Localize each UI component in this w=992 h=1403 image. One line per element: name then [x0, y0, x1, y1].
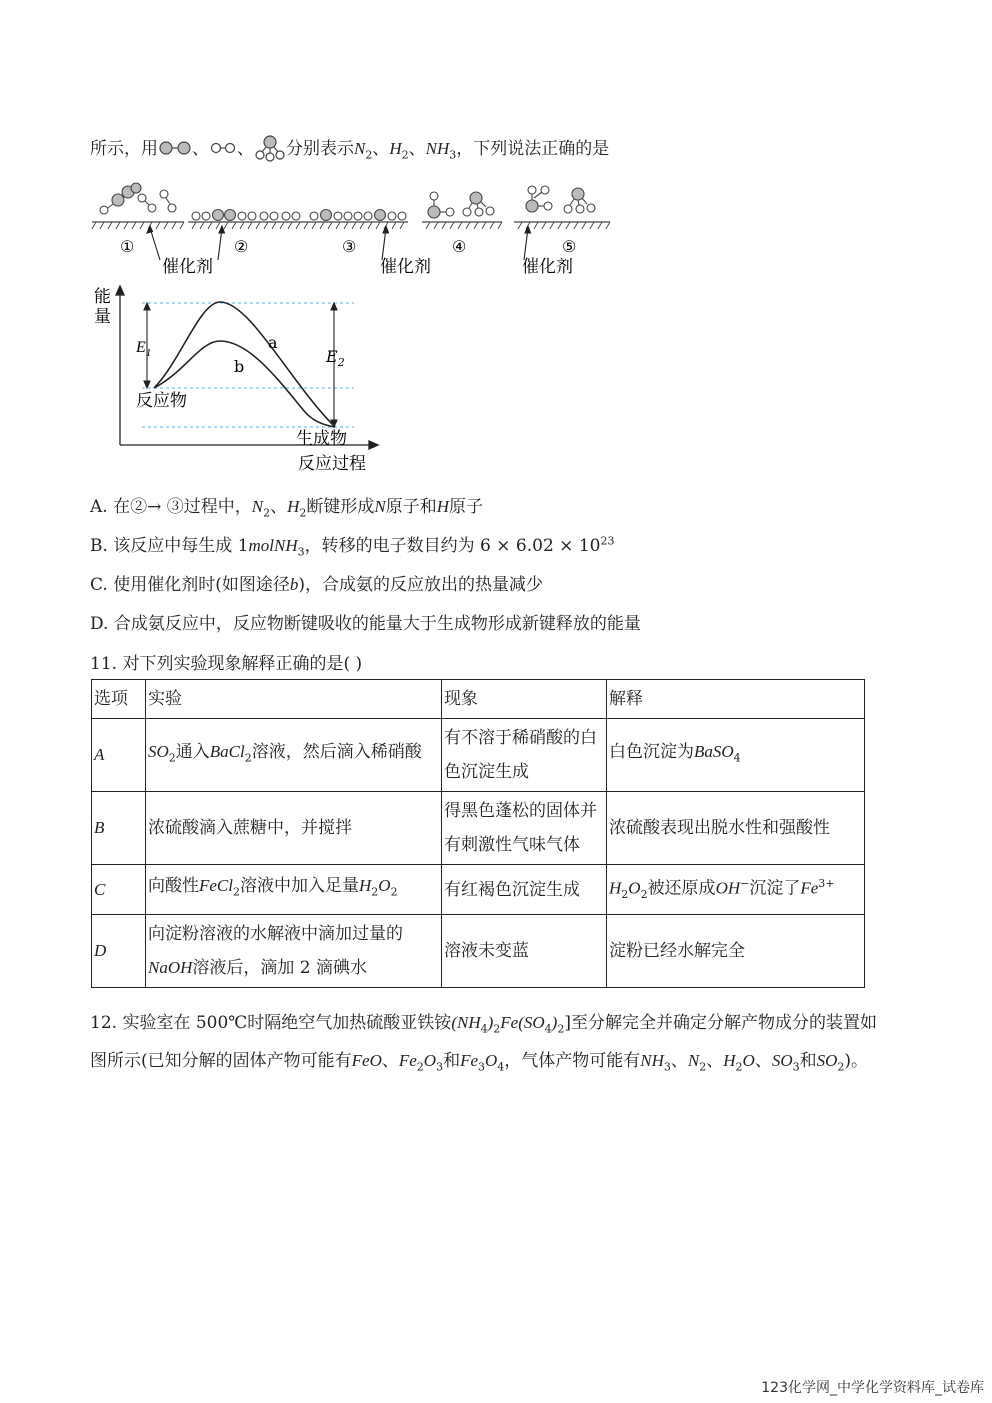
footer-watermark: 123化学网_中学化学资料库_试卷库 — [761, 1380, 984, 1396]
table-cell: C — [92, 865, 146, 915]
table-cell: 浓硫酸表现出脱水性和强酸性 — [607, 792, 865, 865]
formula: Fe — [398, 1051, 417, 1070]
step-label: ② — [234, 237, 249, 256]
table-cell — [146, 915, 442, 988]
formula: (NH — [451, 1013, 481, 1032]
superscript: − — [740, 877, 750, 890]
subscript: 2 — [416, 1060, 424, 1074]
table-cell: B — [92, 792, 146, 865]
option-text: 断键形成 — [306, 497, 375, 517]
step-label: ③ — [342, 237, 357, 256]
formula: H — [723, 1051, 736, 1070]
question-text: 和 — [799, 1051, 817, 1071]
cell-text: 白色沉淀为 — [609, 741, 694, 762]
subscript: 2 — [390, 885, 398, 899]
subscript: 2 — [621, 888, 629, 902]
formula: ) — [551, 1013, 558, 1032]
formula: Fe — [800, 878, 819, 898]
question-text: 12. 实验室在 500℃时隔绝空气加热硫酸亚铁铵 — [90, 1013, 452, 1033]
option-text: 原子 — [448, 497, 483, 517]
formula: H — [359, 876, 372, 896]
formula: N — [374, 497, 386, 516]
subscript: 2 — [337, 356, 345, 369]
subscript: 1 — [145, 347, 152, 359]
subscript: 3 — [478, 1060, 486, 1074]
formula: FeO — [351, 1051, 382, 1070]
intro-text: ，下列说法正确的是 — [456, 139, 610, 159]
option-text: A. 在②→ ③过程中， — [90, 497, 252, 517]
table-cell: 浓硫酸滴入蔗糖中，并搅拌 — [146, 792, 442, 865]
y-axis-label: 能 — [94, 287, 111, 307]
formula: O — [423, 1051, 437, 1070]
subscript: 3 — [792, 1060, 800, 1074]
subscript: 2 — [371, 885, 379, 899]
cell-text: 被还原成 — [647, 878, 716, 899]
subscript: 2 — [401, 148, 409, 162]
table-cell — [607, 865, 865, 915]
formula: ) — [487, 1013, 494, 1032]
question-text: )。 — [844, 1051, 869, 1071]
subscript: 2 — [263, 506, 271, 520]
separator: 、 — [237, 139, 254, 159]
formula: Fe — [460, 1051, 479, 1070]
step-label: ① — [120, 237, 135, 256]
question-11-table — [91, 679, 865, 988]
superscript: 23 — [600, 534, 615, 548]
reaction-mechanism-diagram — [88, 180, 628, 280]
curve-b — [154, 341, 335, 427]
separator: 、 — [381, 1051, 399, 1071]
table-header-cell: 实验 — [146, 680, 442, 719]
formula: molNH — [248, 536, 298, 555]
question-text: 图所示(已知分解的固体产物可能有 — [90, 1051, 352, 1071]
separator: 、 — [408, 139, 426, 159]
question-12-line-2 — [90, 1046, 868, 1073]
option-text: )，合成氨的反应放出的热量减少 — [298, 575, 543, 595]
question-text: ]至分解完全并确定分解产物成分的装置如 — [564, 1013, 877, 1033]
subscript: 2 — [168, 751, 176, 765]
formula: O — [485, 1051, 498, 1070]
cell-text: 色沉淀生成 — [444, 762, 529, 782]
n2-molecule-icon — [158, 140, 192, 156]
cell-text: 通入 — [175, 741, 210, 762]
cell-text: 溶液后，滴加 2 滴碘水 — [192, 958, 368, 979]
formula: SO — [148, 741, 169, 761]
table-cell: A — [92, 719, 146, 792]
intro-text: 所示，用 — [90, 139, 158, 159]
formula: SO — [816, 1051, 838, 1070]
cell-text: 溶液，然后滴入稀硝酸 — [251, 741, 422, 762]
products-label: 生成物 — [296, 429, 347, 449]
catalyst-label: 催化剂 — [162, 257, 213, 277]
formula: H — [287, 497, 300, 516]
subscript: 3 — [297, 545, 305, 559]
option-text: ，转移的电子数目约为 6 × 6.02 × 10 — [304, 536, 601, 556]
subscript: 4 — [733, 751, 741, 765]
separator: 、 — [372, 139, 390, 159]
separator: 、 — [670, 1051, 688, 1071]
cell-text: 有刺激性气味气体 — [444, 835, 580, 855]
formula: FeCl — [199, 876, 233, 896]
table-cell: 溶液未变蓝 — [442, 915, 607, 988]
table-cell — [146, 719, 442, 792]
cell-text: 得黑色蓬松的固体并 — [444, 801, 597, 821]
formula: O — [742, 1051, 755, 1070]
subscript: 2 — [365, 148, 373, 162]
cell-text: 有不溶于稀硝酸的白 — [444, 728, 597, 748]
subscript: 2 — [493, 1022, 501, 1036]
formula: NH — [425, 139, 450, 158]
subscript: 2 — [640, 888, 648, 902]
formula: N — [354, 139, 366, 158]
e2-label: E — [326, 347, 338, 366]
svg-text:E2 — [325, 347, 345, 369]
table-row — [92, 792, 865, 865]
table-cell: 淀粉已经水解完全 — [607, 915, 865, 988]
option-c — [90, 570, 543, 595]
subscript: 4 — [480, 1022, 488, 1036]
table-cell: 有红褐色沉淀生成 — [442, 865, 607, 915]
table-cell — [442, 792, 607, 865]
option-text: C. 使用催化剂时(如图途径 — [90, 575, 290, 595]
formula: OH — [715, 878, 741, 898]
subscript: 2 — [233, 885, 240, 899]
formula: N — [251, 497, 264, 516]
option-text: D. 合成氨反应中，反应物断键吸收的能量大于生成物形成新键释放的能量 — [90, 614, 641, 634]
curve-b-label: b — [234, 357, 245, 376]
subscript: 3 — [436, 1060, 444, 1074]
table-header-cell: 选项 — [92, 680, 146, 719]
table-cell — [442, 719, 607, 792]
separator: 、 — [754, 1051, 772, 1071]
formula: NH — [640, 1051, 664, 1070]
table-row — [92, 865, 865, 915]
svg-text:E1 — [135, 339, 151, 359]
subscript: 2 — [699, 1060, 707, 1074]
superscript: 3+ — [818, 877, 835, 890]
cell-text: 向酸性 — [148, 876, 199, 897]
formula: H — [609, 878, 622, 898]
option-d — [90, 609, 641, 634]
table-header-cell: 现象 — [442, 680, 607, 719]
table-cell — [146, 865, 442, 915]
energy-profile-diagram — [90, 282, 390, 482]
formula: BaCl — [209, 741, 245, 761]
step-label: ④ — [452, 237, 467, 256]
question-text: ，气体产物可能有 — [504, 1051, 641, 1071]
table-header-cell: 解释 — [607, 680, 865, 719]
option-text: B. 该反应中每生成 1 — [90, 536, 249, 556]
formula: b — [289, 575, 299, 594]
nh3-molecule-icon — [254, 134, 286, 162]
catalyst-label: 催化剂 — [522, 257, 573, 277]
subscript: 2 — [837, 1060, 845, 1074]
table-header-row — [92, 680, 865, 719]
catalyst-label: 催化剂 — [380, 257, 431, 277]
intro-text: 分别表示 — [286, 139, 354, 159]
formula: Fe(SO — [500, 1013, 545, 1032]
table-cell — [607, 719, 865, 792]
separator: 、 — [192, 139, 209, 159]
subscript: 2 — [244, 751, 252, 765]
h2-molecule-icon — [209, 140, 237, 156]
formula: NaOH — [148, 958, 193, 978]
subscript: 2 — [299, 506, 307, 520]
separator: 、 — [706, 1051, 724, 1071]
step-label: ⑤ — [562, 237, 577, 256]
subscript: 3 — [449, 148, 457, 162]
x-axis-label: 反应过程 — [298, 454, 366, 474]
question-text: 和 — [443, 1051, 461, 1071]
subscript: 4 — [544, 1022, 552, 1036]
table-cell: D — [92, 915, 146, 988]
subscript: 2 — [735, 1060, 743, 1074]
y-axis-label: 量 — [94, 307, 111, 327]
separator: 、 — [270, 497, 288, 517]
cell-text: 溶液中加入足量 — [240, 876, 359, 897]
question-12-line-1 — [90, 1008, 877, 1035]
option-b — [90, 531, 614, 558]
subscript: 2 — [557, 1022, 565, 1036]
e1-label: E — [136, 339, 146, 356]
formula: H — [436, 497, 449, 516]
option-a — [90, 492, 483, 519]
cell-text: 向淀粉溶液的水解液中滴加过量的 — [148, 924, 403, 945]
table-row — [92, 915, 865, 988]
formula: O — [628, 878, 641, 898]
subscript: 4 — [497, 1060, 505, 1074]
curve-a-label: a — [268, 333, 278, 352]
formula: H — [389, 139, 402, 158]
formula: SO — [771, 1051, 793, 1070]
table-row — [92, 719, 865, 792]
question-11-title: 11. 对下列实验现象解释正确的是( ) — [90, 654, 363, 674]
reactants-label: 反应物 — [136, 391, 187, 411]
option-text: 原子和 — [385, 497, 437, 517]
formula: BaSO — [694, 741, 734, 761]
intro-line — [90, 134, 609, 162]
formula: O — [378, 876, 391, 896]
subscript: 3 — [663, 1060, 671, 1074]
cell-text: 沉淀了 — [749, 878, 801, 899]
formula: N — [687, 1051, 700, 1070]
